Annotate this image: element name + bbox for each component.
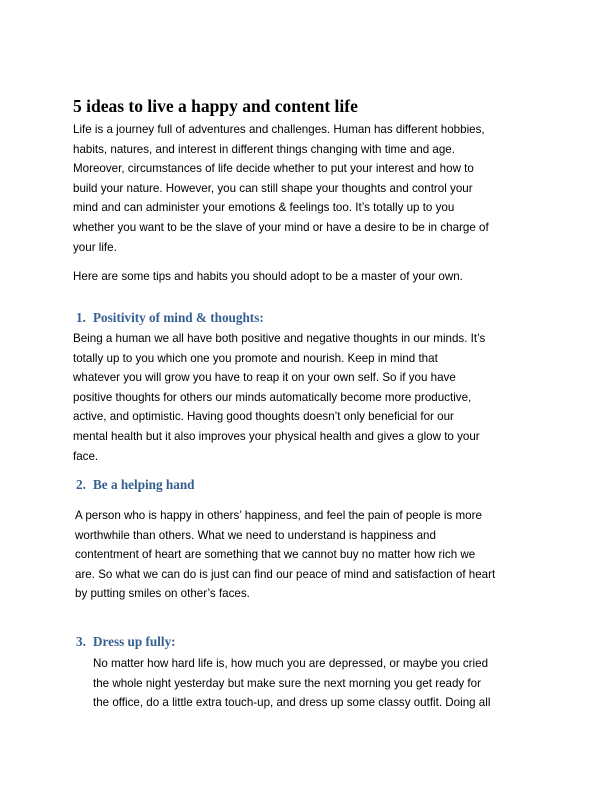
list-number: 2.: [76, 477, 86, 492]
text-line: whatever you will grow you have to reap it on your own self. So if you have: [73, 371, 456, 385]
text-line: the office, do a little extra touch-up, and dress up some classy outfit. Doing all: [93, 696, 491, 710]
heading-text: Be a helping hand: [93, 477, 195, 492]
text-line: are. So what we can do is just can find our peace of mind and satisfaction of heart: [75, 567, 496, 581]
text-line: build your nature. However, you can still shape your thoughts and control your: [73, 181, 473, 195]
text-line: Life is a journey full of adventures and challenges. Human has different hobbies,: [73, 123, 485, 136]
text-line: totally up to you which one you promote and nourish. Keep in mind that: [73, 351, 438, 365]
text-line: mind and can administer your emotions & feelings too. It’s totally up to you: [73, 201, 455, 215]
intro-paragraph: [73, 120, 489, 257]
section-1-paragraph: [73, 329, 485, 466]
text-line: habits, natures, and interest in different things changing with time and age.: [73, 142, 455, 156]
section-heading-1: [76, 310, 264, 326]
text-line: No matter how hard life is, how much you are depressed, or maybe you cried: [93, 657, 489, 670]
text-line: worthwhile than others. What we need to understand is happiness and: [75, 528, 436, 542]
text-line: positive thoughts for others our minds automatically become more productive,: [73, 390, 472, 404]
text-line: face.: [73, 449, 99, 463]
text-line: contentment of heart are something that we cannot buy no matter how rich we: [75, 548, 476, 562]
list-number: 3.: [76, 634, 86, 649]
section-heading-2: [76, 477, 195, 493]
tips-paragraph: [73, 267, 463, 287]
section-2-paragraph: [75, 506, 495, 604]
list-number: 1.: [76, 310, 86, 325]
section-heading-3: [76, 634, 176, 650]
text-line: whether you want to be the slave of your mind or have a desire to be in charge of: [73, 220, 489, 234]
text-line: active, and optimistic. Having good thoughts doesn’t only beneficial for our: [73, 410, 454, 424]
text-line: Being a human we all have both positive and negative thoughts in our minds. It’s: [73, 332, 486, 345]
heading-text: Positivity of mind & thoughts:: [93, 310, 264, 325]
text-line: your life.: [73, 240, 117, 254]
page-title: 5 ideas to live a happy and content life: [73, 96, 358, 116]
text-line: the whole night yesterday but make sure the next morning you get ready for: [93, 676, 481, 690]
text-line: by putting smiles on other’s faces.: [75, 587, 250, 601]
text-line: Here are some tips and habits you should adopt to be a master of your own.: [73, 270, 463, 283]
section-3-paragraph: [93, 654, 490, 713]
heading-text: Dress up fully:: [93, 634, 176, 649]
text-line: Moreover, circumstances of life decide whether to put your interest and how to: [73, 162, 474, 176]
text-line: A person who is happy in others’ happiness, and feel the pain of people is more: [75, 509, 482, 522]
text-line: mental health but it also improves your physical health and gives a glow to your: [73, 429, 480, 443]
